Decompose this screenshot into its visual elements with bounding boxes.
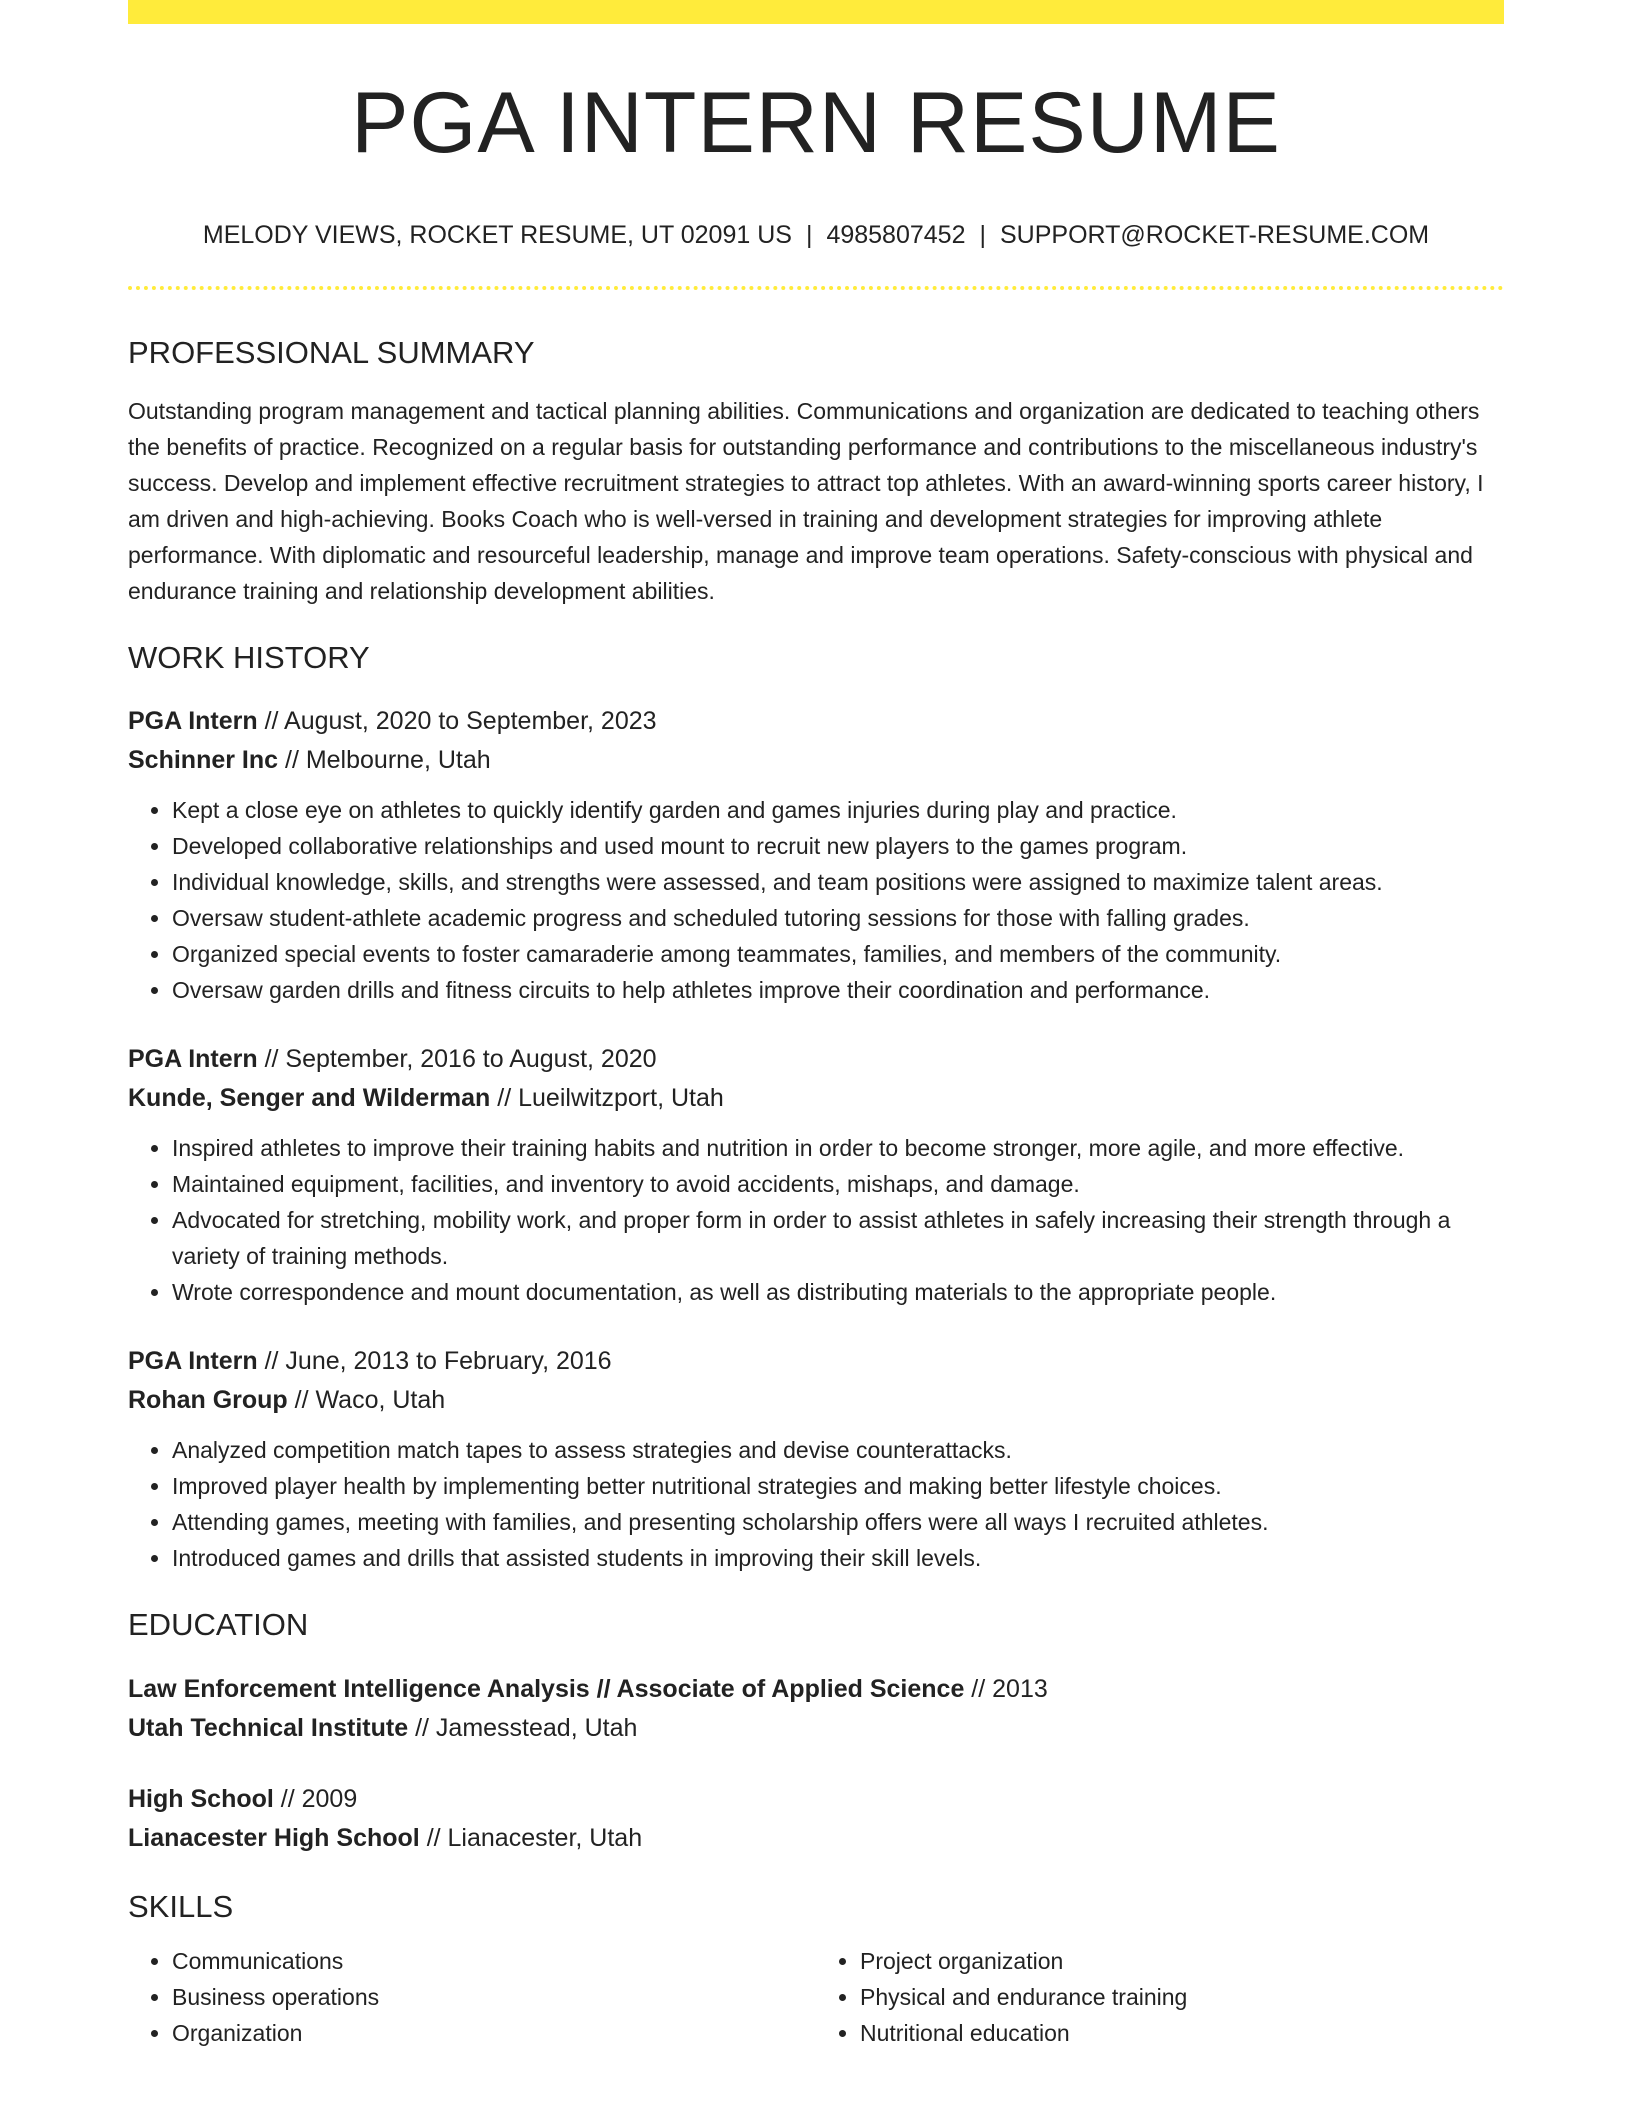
job-bullet: • Maintained equipment, facilities, and inventory to avoid accidents, mishaps, and damage. <box>172 1166 1504 1202</box>
job-location: // Melbourne, Utah <box>278 746 491 775</box>
job-bullets <box>128 792 1504 1008</box>
job-entry <box>128 1040 1504 1310</box>
job-bullet: • Individual knowledge, skills, and strengths were assessed, and team positions were assigned to maximize talent areas. <box>172 864 1504 900</box>
dotted-divider <box>128 286 1504 290</box>
education-degree-line <box>128 1780 1504 1819</box>
job-bullet: • Developed collaborative relationships and used mount to recruit new players to the games program. <box>172 828 1504 864</box>
skill-item: • Organization <box>172 2015 816 2051</box>
job-title: PGA Intern <box>128 1347 258 1376</box>
education-degree: High School <box>128 1784 274 1813</box>
job-dates: // August, 2020 to September, 2023 <box>257 707 657 736</box>
job-bullet: • Oversaw student-athlete academic progress and scheduled tutoring sessions for those with falling grades. <box>172 900 1504 936</box>
job-title-line <box>128 1342 1504 1381</box>
education-entry <box>128 1670 1504 1748</box>
job-company-line <box>128 1079 1504 1118</box>
job-bullets <box>128 1432 1504 1576</box>
job-entry <box>128 1342 1504 1576</box>
job-dates: // September, 2016 to August, 2020 <box>257 1045 657 1074</box>
skills-grid <box>128 1943 1504 2051</box>
education-school-line <box>128 1819 1504 1858</box>
contact-separator: | <box>805 221 813 249</box>
job-title-line <box>128 702 1504 741</box>
job-company: Kunde, Senger and Wilderman <box>128 1084 491 1113</box>
contact-line <box>128 220 1504 250</box>
job-bullet: • Inspired athletes to improve their training habits and nutrition in order to become stronger, more agile, and more effective. <box>172 1130 1504 1166</box>
job-entry <box>128 702 1504 1008</box>
education-degree-line <box>128 1670 1504 1709</box>
job-company-line <box>128 1381 1504 1420</box>
work-history-heading: WORK HISTORY <box>128 640 370 676</box>
job-title: PGA Intern <box>128 1045 258 1074</box>
skill-item: • Physical and endurance training <box>860 1979 1504 2015</box>
education-school: Lianacester High School <box>128 1823 420 1852</box>
contact-address: MELODY VIEWS, ROCKET RESUME, UT 02091 US <box>202 221 792 249</box>
summary-text: Outstanding program management and tactical planning abilities. Communications and organization are dedicated to teaching others the benefits of practice. Recognized on a regular basis for outstanding performance and contributions to the miscellaneous industry's success. Develop and implement effective recruitment strategies to attract top athletes. With an award-winning sports career history, I am driven and high-achieving. Books Coach who is well-versed in training and development strategies for improving athlete performance. With diplomatic and resourceful leadership, manage and improve team operations. Safety-conscious with physical and endurance training and relationship development abilities. <box>128 398 1484 605</box>
job-title: PGA Intern <box>128 707 258 736</box>
education-school-line <box>128 1709 1504 1748</box>
job-dates: // June, 2013 to February, 2016 <box>257 1347 612 1376</box>
job-company: Schinner Inc <box>128 746 279 775</box>
skill-item: • Business operations <box>172 1979 816 2015</box>
education-degree: Law Enforcement Intelligence Analysis // Associate of Applied Science <box>128 1674 965 1703</box>
job-title-line <box>128 1040 1504 1079</box>
job-bullet: • Oversaw garden drills and fitness circuits to help athletes improve their coordination and performance. <box>172 972 1504 1008</box>
job-bullet: • Kept a close eye on athletes to quickly identify garden and games injuries during play and practice. <box>172 792 1504 828</box>
skills-column-right <box>816 1943 1504 2051</box>
skill-item: • Project organization <box>860 1943 1504 1979</box>
skills-column-left <box>128 1943 816 2051</box>
job-location: // Waco, Utah <box>287 1386 446 1415</box>
job-bullet: • Advocated for stretching, mobility work, and proper form in order to assist athletes in safely increasing their strength through a variety of training methods. <box>172 1202 1504 1274</box>
resume-title: PGA INTERN RESUME <box>351 75 1281 171</box>
summary-heading: PROFESSIONAL SUMMARY <box>128 335 535 370</box>
job-company-line <box>128 741 1504 780</box>
job-location: // Lueilwitzport, Utah <box>490 1084 724 1113</box>
job-company: Rohan Group <box>128 1386 288 1415</box>
job-bullets <box>128 1130 1504 1310</box>
job-bullet: • Attending games, meeting with families, and presenting scholarship offers were all ways I recruited athletes. <box>172 1504 1504 1540</box>
contact-phone: 4985807452 <box>826 221 966 249</box>
skills-heading: SKILLS <box>128 1888 234 1924</box>
job-bullet: • Analyzed competition match tapes to assess strategies and devise counterattacks. <box>172 1432 1504 1468</box>
skill-item: • Nutritional education <box>860 2015 1504 2051</box>
education-school: Utah Technical Institute <box>128 1713 409 1742</box>
contact-separator: | <box>979 221 986 249</box>
education-heading: EDUCATION <box>128 1607 309 1643</box>
job-bullet: • Improved player health by implementing better nutritional strategies and making better lifestyle choices. <box>172 1468 1504 1504</box>
job-bullet: • Introduced games and drills that assisted students in improving their skill levels. <box>172 1540 1504 1576</box>
education-year: // 2013 <box>964 1674 1048 1703</box>
job-bullet: • Organized special events to foster camaraderie among teammates, families, and members of the community. <box>172 936 1504 972</box>
top-accent-bar <box>128 0 1504 24</box>
contact-email: SUPPORT@ROCKET-RESUME.COM <box>999 221 1430 249</box>
education-location: // Jamesstead, Utah <box>408 1713 638 1742</box>
education-year: // 2009 <box>273 1784 358 1813</box>
job-bullet: • Wrote correspondence and mount documentation, as well as distributing materials to the appropriate people. <box>172 1274 1504 1310</box>
education-location: // Lianacester, Utah <box>419 1823 643 1852</box>
resume-page <box>128 0 1504 2051</box>
skill-item: • Communications <box>172 1943 816 1979</box>
education-entry <box>128 1780 1504 1858</box>
